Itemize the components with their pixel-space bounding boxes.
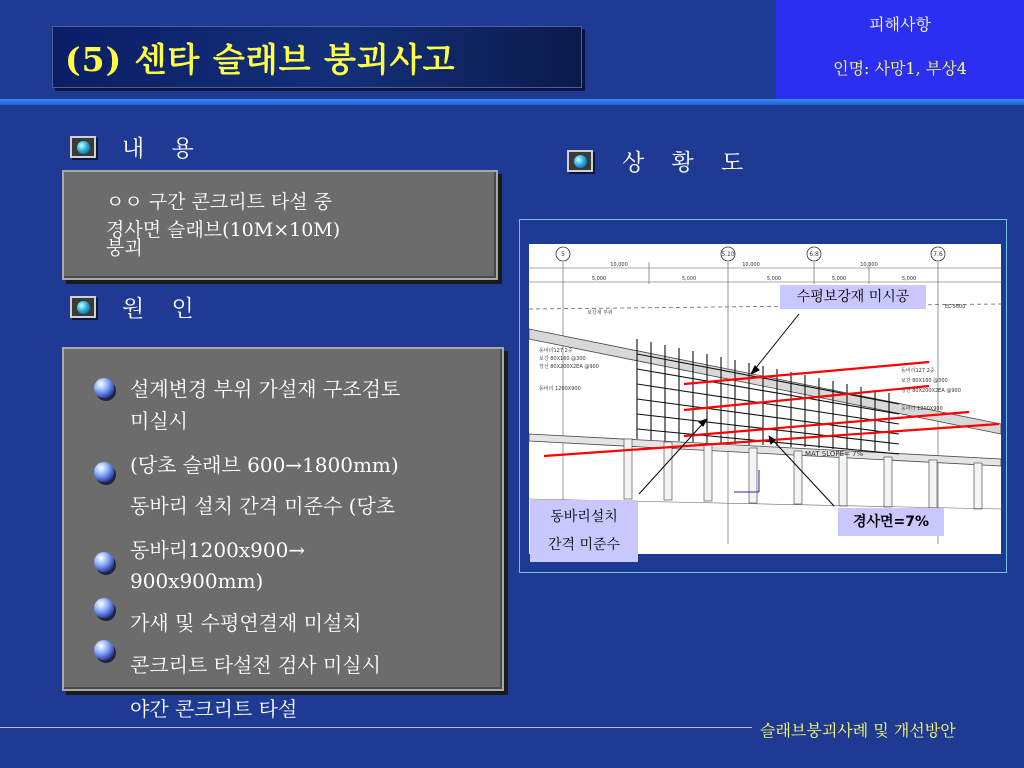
callout-slope: 경사면=7% — [838, 508, 944, 536]
diagram-section-bullet-icon — [567, 150, 593, 172]
damage-title: 피해사항 — [869, 15, 931, 34]
diagram-note: 동바리 1200X900 — [901, 406, 943, 412]
footer-divider — [0, 727, 752, 728]
cause-line: 콘크리트 타설전 검사 미실시 — [130, 653, 381, 677]
content-line: ㅇㅇ 구간 콘크리트 타설 중 — [106, 191, 333, 213]
footer-title: 슬래브붕괴사례 및 개선방안 — [760, 721, 956, 740]
title-bar — [52, 26, 582, 88]
header-divider — [0, 99, 1024, 105]
callout-line: 동바리설치 — [550, 509, 618, 525]
diagram-note: EL-5800 — [945, 304, 966, 310]
cause-line: 야간 콘크리트 타설 — [130, 697, 298, 721]
dimension-label: 5,000 — [831, 276, 847, 282]
content-line: 붕괴 — [106, 237, 143, 259]
cause-bullet-icon — [94, 378, 114, 398]
dimension-label: 5,000 — [681, 276, 697, 282]
axis-label: 7.6 — [933, 251, 943, 258]
dimension-label: 10,000 — [860, 262, 878, 268]
slope-note: MAT SLOPE= 7% — [805, 450, 864, 458]
diagram-note: 장선 80X200X2EA @900 — [901, 388, 961, 394]
cause-bullet-icon — [94, 552, 114, 572]
diagram-note: 동바리127 2중 — [539, 348, 573, 354]
diagram-note: 보강재 부위 — [587, 310, 613, 316]
content-section-label: 내 용 — [122, 136, 204, 162]
content-text — [106, 188, 340, 262]
axis-label: 5 — [561, 251, 565, 258]
cause-line: 설계변경 부위 가설재 구조검토 — [130, 377, 401, 401]
diagram-section-label: 상 황 도 — [622, 150, 754, 176]
cause-bullet-icon — [94, 640, 114, 660]
content-section-bullet-icon — [70, 136, 96, 158]
axis-label: 5.10 — [721, 251, 735, 258]
dimension-label: 5,000 — [591, 276, 607, 282]
diagram-note: 보강 80X160 @300 — [901, 378, 948, 384]
cause-bullet-icon — [94, 462, 114, 482]
callout-line: 간격 미준수 — [547, 537, 621, 553]
dimension-label: 10,000 — [742, 262, 760, 268]
page-title: (5) 센타 슬래브 붕괴사고 — [65, 40, 456, 79]
content-line: 경사면 슬래브(10M×10M) — [106, 219, 341, 241]
diagram-note: 보강 80X160 @300 — [539, 356, 586, 362]
diagram-note: 동바리127 2중 — [901, 368, 935, 374]
dimension-label: 5,000 — [901, 276, 917, 282]
cause-line: 가새 및 수평연결재 미설치 — [130, 611, 362, 635]
axis-label: 6.8 — [809, 251, 819, 258]
cause-section-label: 원 인 — [122, 296, 204, 322]
dimension-label: 5,000 — [766, 276, 782, 282]
dimension-label: 10,000 — [610, 262, 628, 268]
cause-line: 900x900mm) — [130, 569, 264, 593]
cause-section-bullet-icon — [70, 296, 96, 318]
diagram-note: 장선 80X200X2EA @900 — [539, 364, 599, 370]
cause-bullet-icon — [94, 598, 114, 618]
callout-horizontal-reinforcement: 수평보강재 미시공 — [780, 285, 926, 309]
cause-line: 미실시 — [130, 409, 188, 433]
cause-line: (당초 슬래브 600→1800mm) — [130, 453, 399, 477]
damage-summary-box — [776, 0, 1024, 100]
cause-line: 동바리1200x900→ — [130, 538, 306, 562]
cause-line: 동바리 설치 간격 미준수 (당초 — [130, 494, 396, 518]
damage-detail: 인명: 사망1, 부상4 — [833, 59, 967, 78]
content-panel — [62, 170, 498, 280]
diagram-note: 동바리 1200X900 — [539, 386, 581, 392]
callout-shoring-spacing — [530, 500, 638, 562]
